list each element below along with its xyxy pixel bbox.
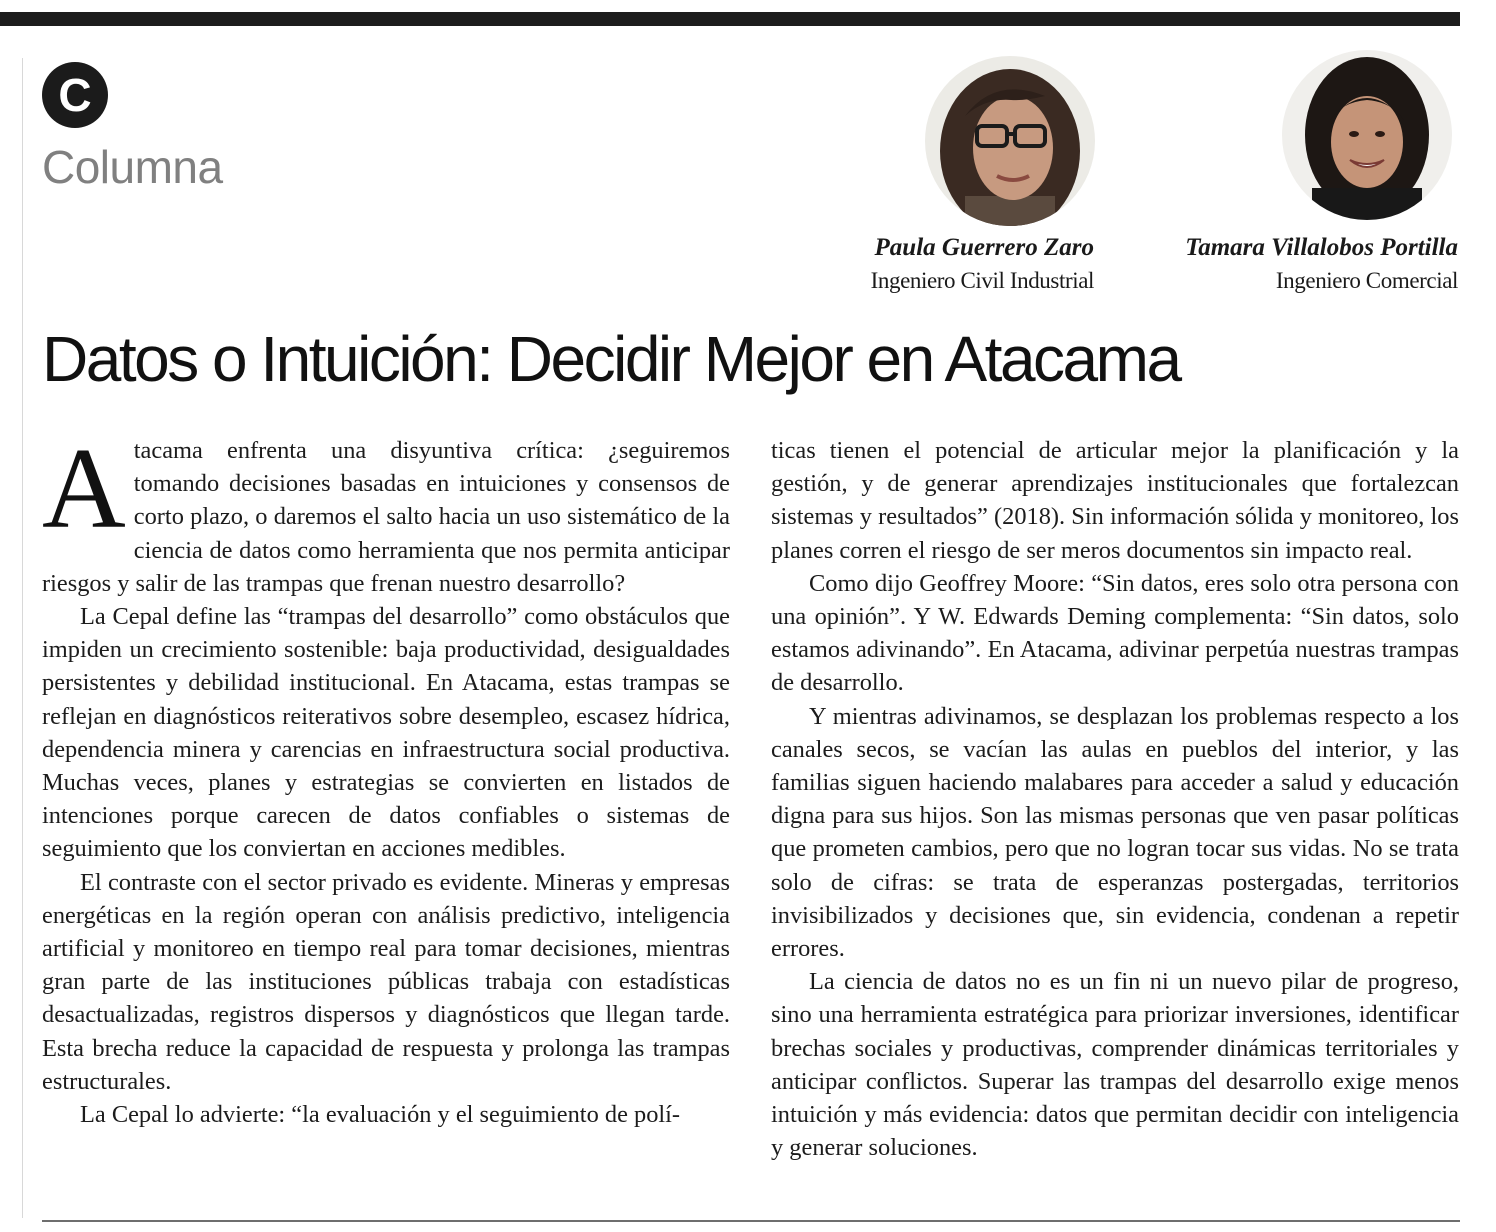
author-name-2: Tamara Villalobos Portilla (1185, 234, 1458, 261)
paragraph: La ciencia de datos no es un fin ni un nuevo pilar de progreso, sino una herramienta estratégica para priorizar inversiones, identificar brechas sociales y productivas, comprender dinámicas territoriales y anticipar conflictos. Superar las trampas del desarrollo exige menos intuición y más evidencia: datos que permitan decidir con inteligencia y generar soluciones. (771, 968, 1459, 1162)
section-badge-icon: C (42, 62, 108, 128)
author-photo-2 (1282, 50, 1452, 220)
bottom-rule (42, 1220, 1460, 1222)
article-column-2 (771, 434, 1459, 1164)
paragraph-text: tacama enfrenta una disyuntiva crítica: ¿seguiremos tomando decisiones basadas en intuiciones y consensos de corto plazo, o daremos el salto hacia un uso sistemático de la ciencia de datos como herramienta que nos permita anticipar riesgos y salir de las trampas que frenan nuestro desarrollo? (42, 437, 730, 597)
author-photo-1 (925, 56, 1095, 226)
headline: Datos o Intuición: Decidir Mejor en Atacama (42, 323, 1180, 395)
author-role-1: Ingeniero Civil Industrial (870, 268, 1094, 293)
paragraph: Como dijo Geoffrey Moore: “Sin datos, eres solo otra persona con una opinión”. Y W. Edwards Deming complementa: “Sin datos, solo estamos adivinando”. En Atacama, adivinar perpetúa nuestras trampas de desarrollo. (771, 569, 1459, 697)
drop-cap: A (42, 425, 126, 553)
author-name-1: Paula Guerrero Zaro (874, 234, 1094, 261)
paragraph: La Cepal lo advierte: “la evaluación y el seguimiento de polí- (80, 1101, 681, 1129)
article-column-1 (42, 425, 730, 1131)
paragraph: ticas tienen el potencial de articular mejor la planificación y la gestión, y de generar aprendizajes institucionales que fortalezcan sistemas y resultados” (2018). Sin información sólida y monitoreo, los planes corren el riesgo de ser meros documentos sin impacto real. (771, 437, 1459, 564)
paragraph: La Cepal define las “trampas del desarrollo” como obstáculos que impiden un crecimiento sostenible: baja productividad, desigualdades persistentes y debilidad institucional. En Atacama, estas trampas se reflejan en diagnósticos reiterativos sobre desempleo, escasez hídrica, dependencia minera y carencias en infraestructura social productiva. Muchas veces, planes y estrategias se convierten en listados de intenciones porque carecen de datos confiables o sistemas de seguimiento que los conviertan en acciones medibles. (42, 603, 730, 863)
author-role-2: Ingeniero Comercial (1275, 268, 1458, 293)
section-label: Columna (42, 141, 223, 193)
top-rule (0, 12, 1460, 26)
left-rule (22, 58, 23, 1218)
paragraph: Y mientras adivinamos, se desplazan los problemas respecto a los canales secos, se vacían las aulas en pueblos del interior, y las familias siguen haciendo malabares para acceder a salud y educación digna para sus hijos. Son las mismas personas que ven pasar políticas que prometen cambios, pero que no logran tocar sus vidas. No se trata solo de cifras: se trata de esperanzas postergadas, territorios invisibilizados y decisiones que, sin evidencia, condenan a repetir errores. (771, 702, 1459, 963)
paragraph: El contraste con el sector privado es evidente. Mineras y empresas energéticas en la región operan con análisis predictivo, inteligencia artificial y monitoreo en tiempo real para tomar decisiones, mientras gran parte de las instituciones públicas trabaja con estadísticas desactualizadas, registros dispersos y diagnósticos que llegan tarde. Esta brecha reduce la capacidad de respuesta y prolonga las trampas estructurales. (42, 868, 730, 1095)
paragraph (42, 425, 730, 600)
